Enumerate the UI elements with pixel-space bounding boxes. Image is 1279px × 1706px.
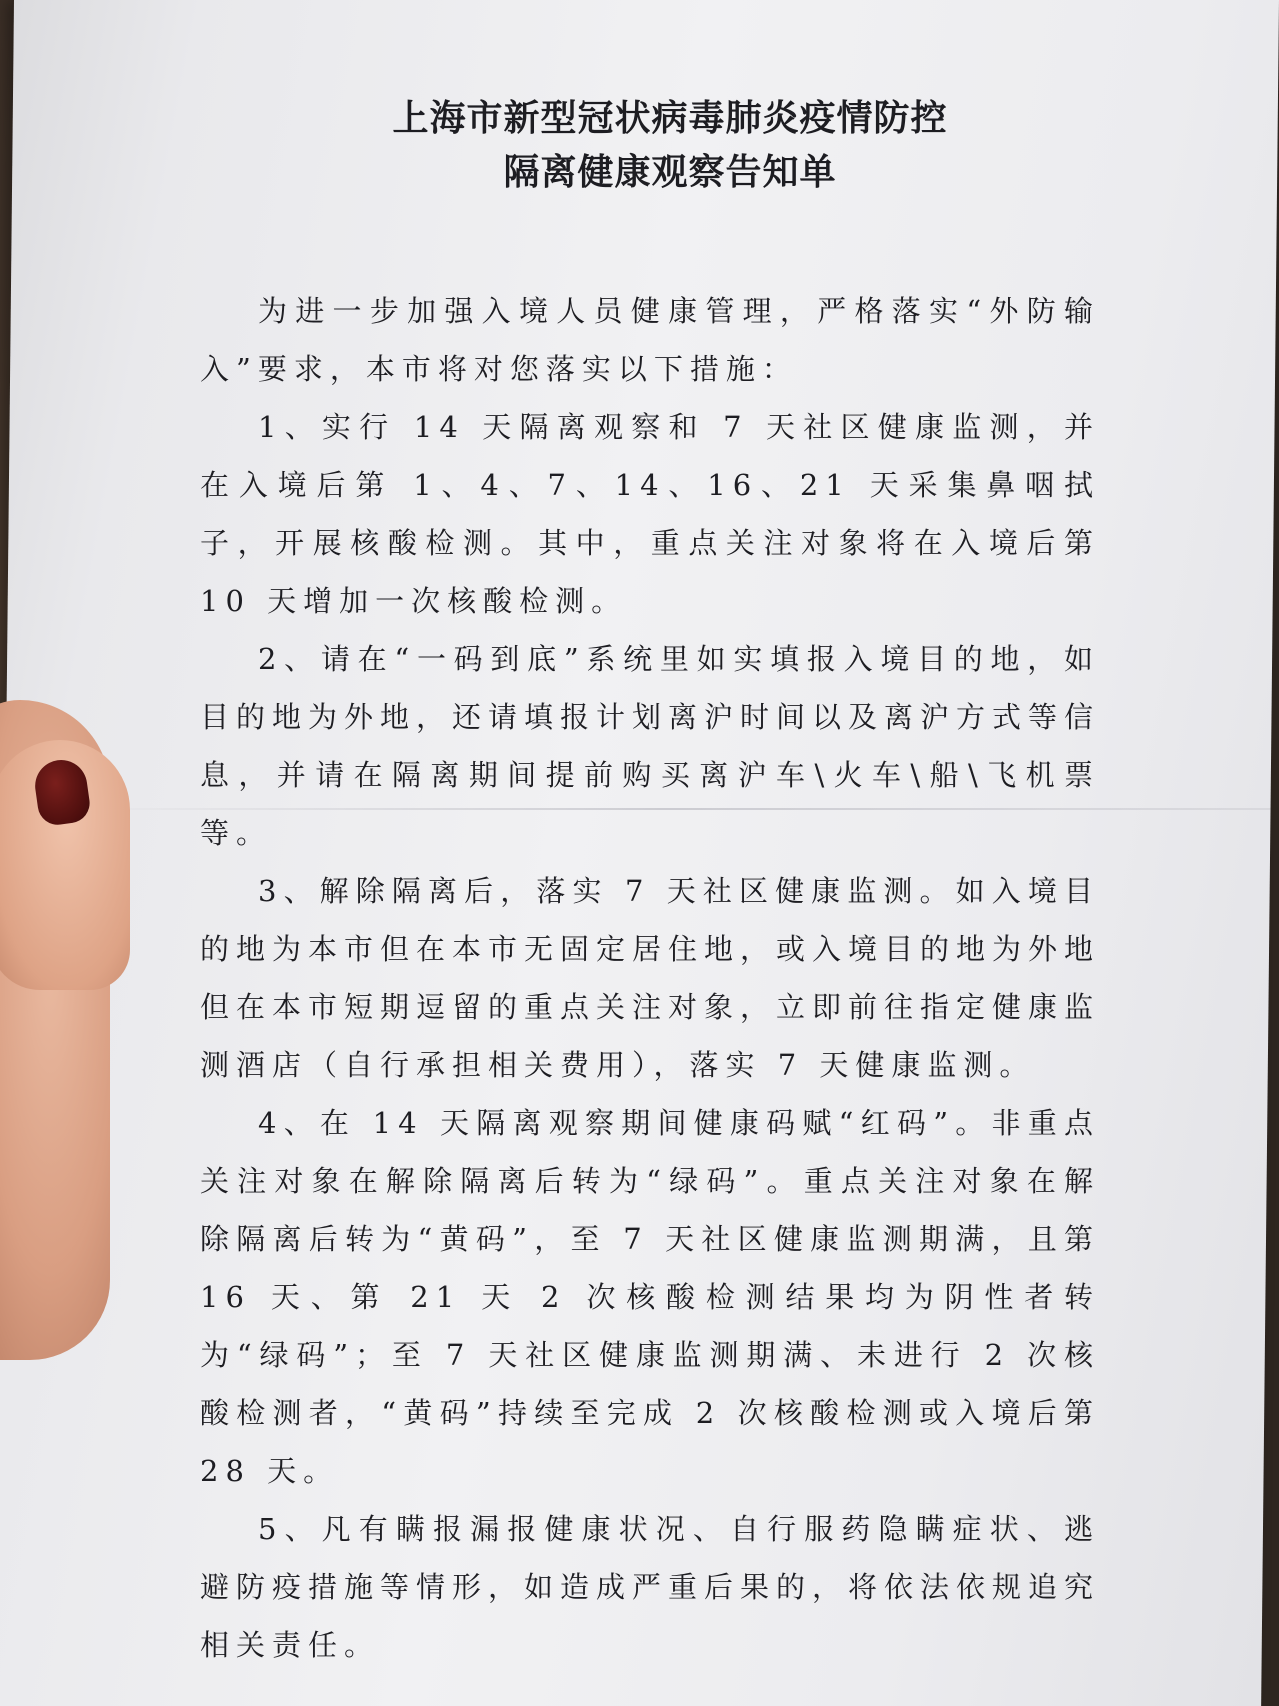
measure-item-5: 5、凡有瞒报漏报健康状况、自行服药隐瞒症状、逃避防疫措施等情形，如造成严重后果的，将依法依规追究相关责任。 [200,1512,1101,1662]
title-line-1: 上海市新型冠状病毒肺炎疫情防控 [392,98,948,139]
document-body [200,282,1100,1674]
intro-paragraph: 为进一步加强入境人员健康管理，严格落实“外防输入”要求，本市将对您落实以下措施： [200,294,1100,386]
document-title [200,92,1100,200]
title-line-2: 隔离健康观察告知单 [503,152,837,193]
measure-item-2: 2、请在“一码到底”系统里如实填报入境目的地，如目的地为外地，还请填报计划离沪时间以及离沪方式等信息，并请在隔离期间提前购买离沪车\火车\船\飞机票等。 [200,642,1101,850]
notice-document [200,92,1100,1674]
measure-item-4: 4、在 14 天隔离观察期间健康码赋“红码”。非重点关注对象在解除隔离后转为“绿码”。重点关注对象在解除隔离后转为“黄码”，至 7 天社区健康监测期满，且第 16 天、第 21 天 2 次核酸检测结果均为阴性者转为“绿码”；至 7 天社区健康监测期满、未进行 2 次核酸检测者，“黄码”持续至完成 2 次核酸检测或入境后第 28 天。 [200,1106,1100,1488]
measure-item-1: 1、实行 14 天隔离观察和 7 天社区健康监测，并在入境后第 1、4、7、14、16、21 天采集鼻咽拭子，开展核酸检测。其中，重点关注对象将在入境后第 10 天增加一次核酸检测。 [200,410,1100,618]
measure-item-3: 3、解除隔离后，落实 7 天社区健康监测。如入境目的地为本市但在本市无固定居住地，或入境目的地为外地但在本市短期逗留的重点关注对象，立即前往指定健康监测酒店（自行承担相关费用），落实 7 天健康监测。 [200,874,1101,1082]
